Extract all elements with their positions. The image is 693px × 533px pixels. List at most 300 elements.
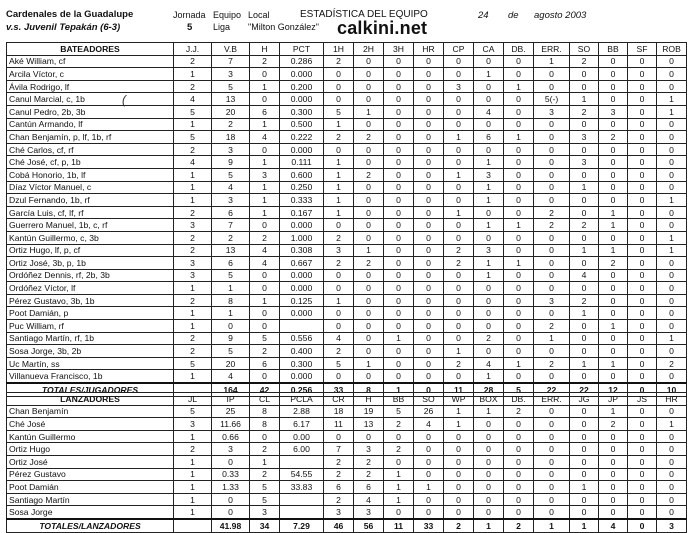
table-row <box>7 269 687 282</box>
stat-cell: 0 <box>354 294 384 307</box>
stat-cell: 0 <box>324 282 354 295</box>
stat-cell <box>280 506 324 519</box>
stat-cell: 0 <box>599 156 628 169</box>
stat-cell: 0.000 <box>280 269 324 282</box>
stat-cell: 0 <box>628 118 657 131</box>
local-label: Local <box>248 10 270 20</box>
stat-cell: 1 <box>657 231 687 244</box>
stat-cell: 0 <box>628 455 657 468</box>
total-cell: 33 <box>324 383 354 396</box>
stat-cell: 0 <box>384 168 414 181</box>
stat-cell: 0 <box>384 430 414 443</box>
stat-cell: 6 <box>212 257 250 270</box>
stat-cell: 1 <box>174 168 212 181</box>
stat-cell: 1 <box>174 370 212 383</box>
stat-cell: 3 <box>212 194 250 207</box>
column-header: ERR. <box>534 43 570 56</box>
stat-cell: 0 <box>414 443 444 456</box>
stat-cell: 2 <box>444 357 474 370</box>
stat-cell: 5 <box>384 405 414 418</box>
opponent-result: v.s. Juvenil Tepakán (6-3) <box>6 22 121 33</box>
stat-cell: 0 <box>504 118 534 131</box>
stat-cell: 0 <box>324 143 354 156</box>
stat-cell: 0 <box>250 93 280 106</box>
stat-cell: 0 <box>657 307 687 320</box>
table-row <box>7 493 687 506</box>
total-cell: 46 <box>324 519 354 532</box>
stat-cell: 2 <box>534 206 570 219</box>
equipo-label: Equipo <box>213 10 242 20</box>
stat-cell: 0 <box>474 443 504 456</box>
stat-cell: 0 <box>414 506 444 519</box>
stat-cell: 1 <box>570 481 599 494</box>
stat-cell: 0 <box>628 244 657 257</box>
total-cell: 11 <box>444 383 474 396</box>
stat-cell: 3 <box>212 443 250 456</box>
stat-cell: 0 <box>444 143 474 156</box>
stat-cell: 0 <box>444 506 474 519</box>
stat-cell: 0 <box>628 481 657 494</box>
stat-cell: 5 <box>250 332 280 345</box>
stat-cell: 18 <box>212 131 250 144</box>
stat-cell: 0.333 <box>280 194 324 207</box>
stat-cell: 0 <box>444 105 474 118</box>
stat-cell: 0 <box>414 455 444 468</box>
stat-cell: 1 <box>174 118 212 131</box>
stat-cell: 0 <box>444 370 474 383</box>
player-name-cell: Pérez Gustavo, 3b, 1b <box>7 294 174 307</box>
stat-cell: 0 <box>384 143 414 156</box>
stat-cell: 0 <box>504 55 534 68</box>
stat-cell: 0 <box>474 143 504 156</box>
player-name-cell: Pérez Gustavo <box>7 468 174 481</box>
stat-cell: 0 <box>628 430 657 443</box>
total-cell: 2 <box>444 519 474 532</box>
stat-cell: 0 <box>657 143 687 156</box>
stat-cell: 1 <box>599 206 628 219</box>
total-cell: 2 <box>504 519 534 532</box>
stat-cell: 1 <box>324 118 354 131</box>
stat-cell: 2 <box>324 455 354 468</box>
stat-cell: 4 <box>250 257 280 270</box>
stat-cell: 0 <box>324 93 354 106</box>
stat-cell: 0 <box>534 443 570 456</box>
stat-cell: 0 <box>504 181 534 194</box>
stat-cell: 0 <box>570 506 599 519</box>
stat-cell: 0 <box>354 370 384 383</box>
stat-cell: 2 <box>174 443 212 456</box>
stat-cell: 0 <box>250 269 280 282</box>
stat-cell: 4 <box>474 105 504 118</box>
stat-cell: 0 <box>384 370 414 383</box>
stat-cell: 3 <box>212 68 250 81</box>
stat-cell: 1 <box>354 244 384 257</box>
stat-cell: 1 <box>504 219 534 232</box>
stat-cell: 0 <box>250 219 280 232</box>
stat-cell: 3 <box>250 168 280 181</box>
stat-cell: 20 <box>212 357 250 370</box>
column-header: HR <box>657 393 687 406</box>
stat-cell: 26 <box>414 405 444 418</box>
stat-cell: 1 <box>474 257 504 270</box>
player-name-cell: Ávila Rodrigo, lf <box>7 80 174 93</box>
stat-cell: 0 <box>414 244 444 257</box>
stat-cell: 0 <box>414 307 444 320</box>
pitching-stats-table <box>6 392 687 533</box>
stat-cell: 0 <box>570 80 599 93</box>
stat-cell: 1 <box>657 332 687 345</box>
stat-cell: 1 <box>504 131 534 144</box>
stat-cell: 0 <box>534 231 570 244</box>
column-header: 2H <box>354 43 384 56</box>
stat-cell: 0 <box>599 80 628 93</box>
stat-cell: 0 <box>599 430 628 443</box>
total-cell: 1 <box>474 519 504 532</box>
stat-cell: 0 <box>657 131 687 144</box>
stat-cell: 1 <box>444 418 474 431</box>
stat-cell: 0.33 <box>212 468 250 481</box>
stat-cell: 1 <box>324 194 354 207</box>
player-name-cell: Cobá Honorio, 1b, lf <box>7 168 174 181</box>
stat-cell: 13 <box>212 244 250 257</box>
stat-cell: 5 <box>324 105 354 118</box>
table-row <box>7 320 687 333</box>
stat-cell: 2.88 <box>280 405 324 418</box>
stat-cell: 3 <box>474 168 504 181</box>
stat-cell: 2 <box>212 118 250 131</box>
stat-cell: 2 <box>570 55 599 68</box>
stat-cell: 0 <box>474 282 504 295</box>
stat-cell: 0 <box>414 93 444 106</box>
stat-cell: 0 <box>534 282 570 295</box>
stat-cell: 0 <box>570 320 599 333</box>
stat-cell: 0 <box>534 181 570 194</box>
total-cell: 56 <box>354 519 384 532</box>
table-row <box>7 257 687 270</box>
column-header: J.J. <box>174 43 212 56</box>
player-name-cell: Santiago Martín <box>7 493 174 506</box>
column-header: H <box>250 43 280 56</box>
stat-cell: 0 <box>534 143 570 156</box>
stat-cell: 0 <box>599 493 628 506</box>
stat-cell: 0.000 <box>280 307 324 320</box>
stat-cell: 0.125 <box>280 294 324 307</box>
table-row <box>7 282 687 295</box>
stat-cell: 0 <box>384 156 414 169</box>
stat-cell: 0 <box>384 118 414 131</box>
stat-cell: 1 <box>657 244 687 257</box>
stat-cell: 6.00 <box>280 443 324 456</box>
stat-cell: 0 <box>212 455 250 468</box>
stat-cell: 2 <box>250 55 280 68</box>
stat-cell: 0 <box>504 68 534 81</box>
stat-cell: 0 <box>250 430 280 443</box>
stat-cell: 0 <box>628 156 657 169</box>
player-name-cell: Aké William, cf <box>7 55 174 68</box>
stat-cell: 0 <box>354 156 384 169</box>
stat-cell: 0 <box>324 80 354 93</box>
stat-cell: 2 <box>324 468 354 481</box>
stat-cell: 1 <box>174 493 212 506</box>
stat-cell: 0 <box>504 244 534 257</box>
stat-cell: 0 <box>474 294 504 307</box>
stat-cell: 3 <box>174 418 212 431</box>
stat-cell: 0 <box>444 320 474 333</box>
stat-cell: 0 <box>504 294 534 307</box>
stat-cell: 2 <box>570 294 599 307</box>
stat-cell: 0 <box>657 80 687 93</box>
stat-cell: 0 <box>354 282 384 295</box>
stat-cell: 0 <box>474 468 504 481</box>
batting-header-row <box>7 43 687 56</box>
player-name-cell: Díaz Víctor Manuel, c <box>7 181 174 194</box>
stat-cell: 1 <box>174 430 212 443</box>
stat-cell: 0 <box>474 493 504 506</box>
stat-cell: 2 <box>174 80 212 93</box>
stat-cell: 1 <box>324 168 354 181</box>
stat-cell: 1 <box>384 332 414 345</box>
table-row <box>7 181 687 194</box>
stat-cell: 0 <box>504 206 534 219</box>
stat-cell: 11.66 <box>212 418 250 431</box>
stat-cell: 0 <box>534 118 570 131</box>
stat-cell: 0 <box>504 320 534 333</box>
stat-cell: 6 <box>354 481 384 494</box>
stat-cell: 0 <box>414 168 444 181</box>
column-header: LANZADORES <box>7 393 174 406</box>
stat-cell: 4 <box>324 332 354 345</box>
column-header: ERR. <box>534 393 570 406</box>
player-name-cell: Ortiz Hugo, lf, p, cf <box>7 244 174 257</box>
stat-cell: 0 <box>599 443 628 456</box>
stat-cell: 0 <box>534 156 570 169</box>
stat-cell: 0 <box>534 80 570 93</box>
stat-cell: 0 <box>570 455 599 468</box>
player-name-cell: Chan Benjamín, p, lf, 1b, rf <box>7 131 174 144</box>
stat-cell: 2 <box>534 320 570 333</box>
column-header: SO <box>570 43 599 56</box>
stat-cell: 2 <box>354 468 384 481</box>
stat-cell: 4 <box>570 269 599 282</box>
stat-cell: 0 <box>414 156 444 169</box>
stat-cell: 0 <box>384 282 414 295</box>
stat-cell: 0 <box>444 282 474 295</box>
stat-cell: 2 <box>174 206 212 219</box>
stat-cell: 0 <box>599 332 628 345</box>
stat-cell: 1 <box>444 206 474 219</box>
stat-cell: 0 <box>628 55 657 68</box>
stat-cell: 0 <box>628 282 657 295</box>
column-header: HR <box>414 43 444 56</box>
column-header: JL <box>174 393 212 406</box>
stat-cell: 7 <box>324 443 354 456</box>
stat-cell: 0 <box>354 143 384 156</box>
stat-cell: 1 <box>570 181 599 194</box>
stat-cell: 2 <box>324 493 354 506</box>
stat-cell: 0 <box>628 131 657 144</box>
stat-cell: 1 <box>174 282 212 295</box>
stat-cell: 0 <box>354 269 384 282</box>
stat-cell: 4 <box>250 244 280 257</box>
stat-cell: 2 <box>384 443 414 456</box>
table-row <box>7 131 687 144</box>
column-header: CR <box>324 393 354 406</box>
stat-cell: 1 <box>212 307 250 320</box>
stat-cell: 0 <box>534 468 570 481</box>
total-cell: 1 <box>534 519 570 532</box>
column-header: PCLA <box>280 393 324 406</box>
stat-cell: 0 <box>534 257 570 270</box>
stat-cell: 0 <box>444 194 474 207</box>
stat-cell: 1 <box>250 181 280 194</box>
stat-cell: 0 <box>534 269 570 282</box>
stat-cell: 0 <box>474 55 504 68</box>
stat-cell: 3 <box>534 105 570 118</box>
stat-cell: 0 <box>570 370 599 383</box>
stat-cell: 0 <box>414 257 444 270</box>
stat-cell: 2 <box>599 418 628 431</box>
player-name-cell: Santiago Martín, rf, 1b <box>7 332 174 345</box>
stat-cell: 0 <box>384 294 414 307</box>
stat-cell: 0 <box>444 430 474 443</box>
stat-cell: 0 <box>474 118 504 131</box>
stat-cell: 0 <box>657 219 687 232</box>
player-name-cell: Ortiz José <box>7 455 174 468</box>
totals-label: TOTALES/JUGADORES <box>7 383 174 396</box>
column-header: JP <box>599 393 628 406</box>
stat-cell: 0.308 <box>280 244 324 257</box>
stat-cell: 0 <box>628 443 657 456</box>
stat-cell: 5(-) <box>534 93 570 106</box>
table-row <box>7 405 687 418</box>
stat-cell: 0 <box>414 143 444 156</box>
stat-cell: 0 <box>474 506 504 519</box>
stat-cell: 2 <box>324 257 354 270</box>
column-header: BB <box>599 43 628 56</box>
column-header: BB <box>384 393 414 406</box>
stat-cell: 0 <box>534 455 570 468</box>
stat-cell: 1 <box>599 219 628 232</box>
table-row <box>7 506 687 519</box>
total-cell: 28 <box>474 383 504 396</box>
stat-cell: 0 <box>657 294 687 307</box>
stat-cell: 2 <box>657 357 687 370</box>
stat-cell: 0 <box>504 345 534 358</box>
stat-cell: 0 <box>599 143 628 156</box>
stat-cell: 0 <box>534 68 570 81</box>
stat-cell: 0 <box>414 294 444 307</box>
stat-cell: 0 <box>384 231 414 244</box>
stat-cell: 0 <box>444 93 474 106</box>
stat-cell: 0 <box>657 269 687 282</box>
stat-cell: 18 <box>324 405 354 418</box>
stat-cell: 0 <box>384 206 414 219</box>
stat-cell: 0 <box>628 493 657 506</box>
stat-cell: 0.556 <box>280 332 324 345</box>
stat-cell: 0 <box>599 68 628 81</box>
stat-cell: 1 <box>657 105 687 118</box>
stat-cell: 3 <box>474 244 504 257</box>
stat-cell: 11 <box>324 418 354 431</box>
player-name-cell: Chan Benjamín <box>7 405 174 418</box>
stat-cell: 1 <box>657 418 687 431</box>
stat-cell: 1 <box>174 68 212 81</box>
stat-cell: 0 <box>250 282 280 295</box>
date-de: de <box>508 10 519 21</box>
total-cell: 34 <box>250 519 280 532</box>
stat-cell: 3 <box>354 506 384 519</box>
stat-cell: 0 <box>570 231 599 244</box>
stat-cell: 5 <box>212 80 250 93</box>
stat-cell: 0 <box>657 370 687 383</box>
stat-cell: 0 <box>474 481 504 494</box>
stat-cell: 0 <box>570 430 599 443</box>
stat-cell: 0 <box>354 68 384 81</box>
stat-cell: 1 <box>474 269 504 282</box>
stat-cell: 0 <box>384 55 414 68</box>
stat-cell: 0 <box>414 194 444 207</box>
stat-cell: 0 <box>657 118 687 131</box>
stat-cell: 0 <box>414 68 444 81</box>
stat-cell: 1 <box>599 357 628 370</box>
stat-cell: 0 <box>444 181 474 194</box>
stat-cell: 1 <box>599 320 628 333</box>
stat-cell: 9 <box>212 332 250 345</box>
stat-cell: 0 <box>414 105 444 118</box>
stat-cell: 0 <box>628 143 657 156</box>
stat-cell: 0 <box>504 194 534 207</box>
column-header: 3H <box>384 43 414 56</box>
stat-cell: 0 <box>444 468 474 481</box>
stat-cell: 0 <box>444 68 474 81</box>
player-name-cell: García Luis, cf, lf, rf <box>7 206 174 219</box>
stat-cell: 0 <box>384 131 414 144</box>
total-cell: 33 <box>414 519 444 532</box>
table-row <box>7 332 687 345</box>
stat-cell: 0 <box>444 332 474 345</box>
stat-cell: 2 <box>444 244 474 257</box>
table-row <box>7 481 687 494</box>
stat-cell: 1 <box>570 244 599 257</box>
stat-cell: 25 <box>212 405 250 418</box>
stat-cell: 0 <box>534 345 570 358</box>
stat-cell: 1 <box>324 156 354 169</box>
stat-cell: 0 <box>657 481 687 494</box>
stat-cell: 0 <box>384 455 414 468</box>
table-row <box>7 357 687 370</box>
stat-cell: 3 <box>212 143 250 156</box>
stat-cell: 0 <box>444 156 474 169</box>
stat-cell: 4 <box>212 181 250 194</box>
stat-cell: 0 <box>657 282 687 295</box>
table-row <box>7 206 687 219</box>
stat-cell: 0 <box>570 493 599 506</box>
stat-cell: 0 <box>570 257 599 270</box>
stat-cell: 2 <box>250 468 280 481</box>
table-row <box>7 93 687 106</box>
stat-cell: 0 <box>212 320 250 333</box>
stat-cell: 2 <box>174 294 212 307</box>
player-name-cell: Arcila Víctor, c <box>7 68 174 81</box>
stat-cell: 1 <box>250 156 280 169</box>
player-name-cell: Sosa Jorge, 3b, 2b <box>7 345 174 358</box>
player-name-cell: Villanueva Francisco, 1b <box>7 370 174 383</box>
stat-cell: 0 <box>657 206 687 219</box>
stat-cell: 4 <box>212 370 250 383</box>
stat-cell: 0 <box>384 80 414 93</box>
stat-cell: 2 <box>534 357 570 370</box>
stat-cell: 0 <box>534 506 570 519</box>
